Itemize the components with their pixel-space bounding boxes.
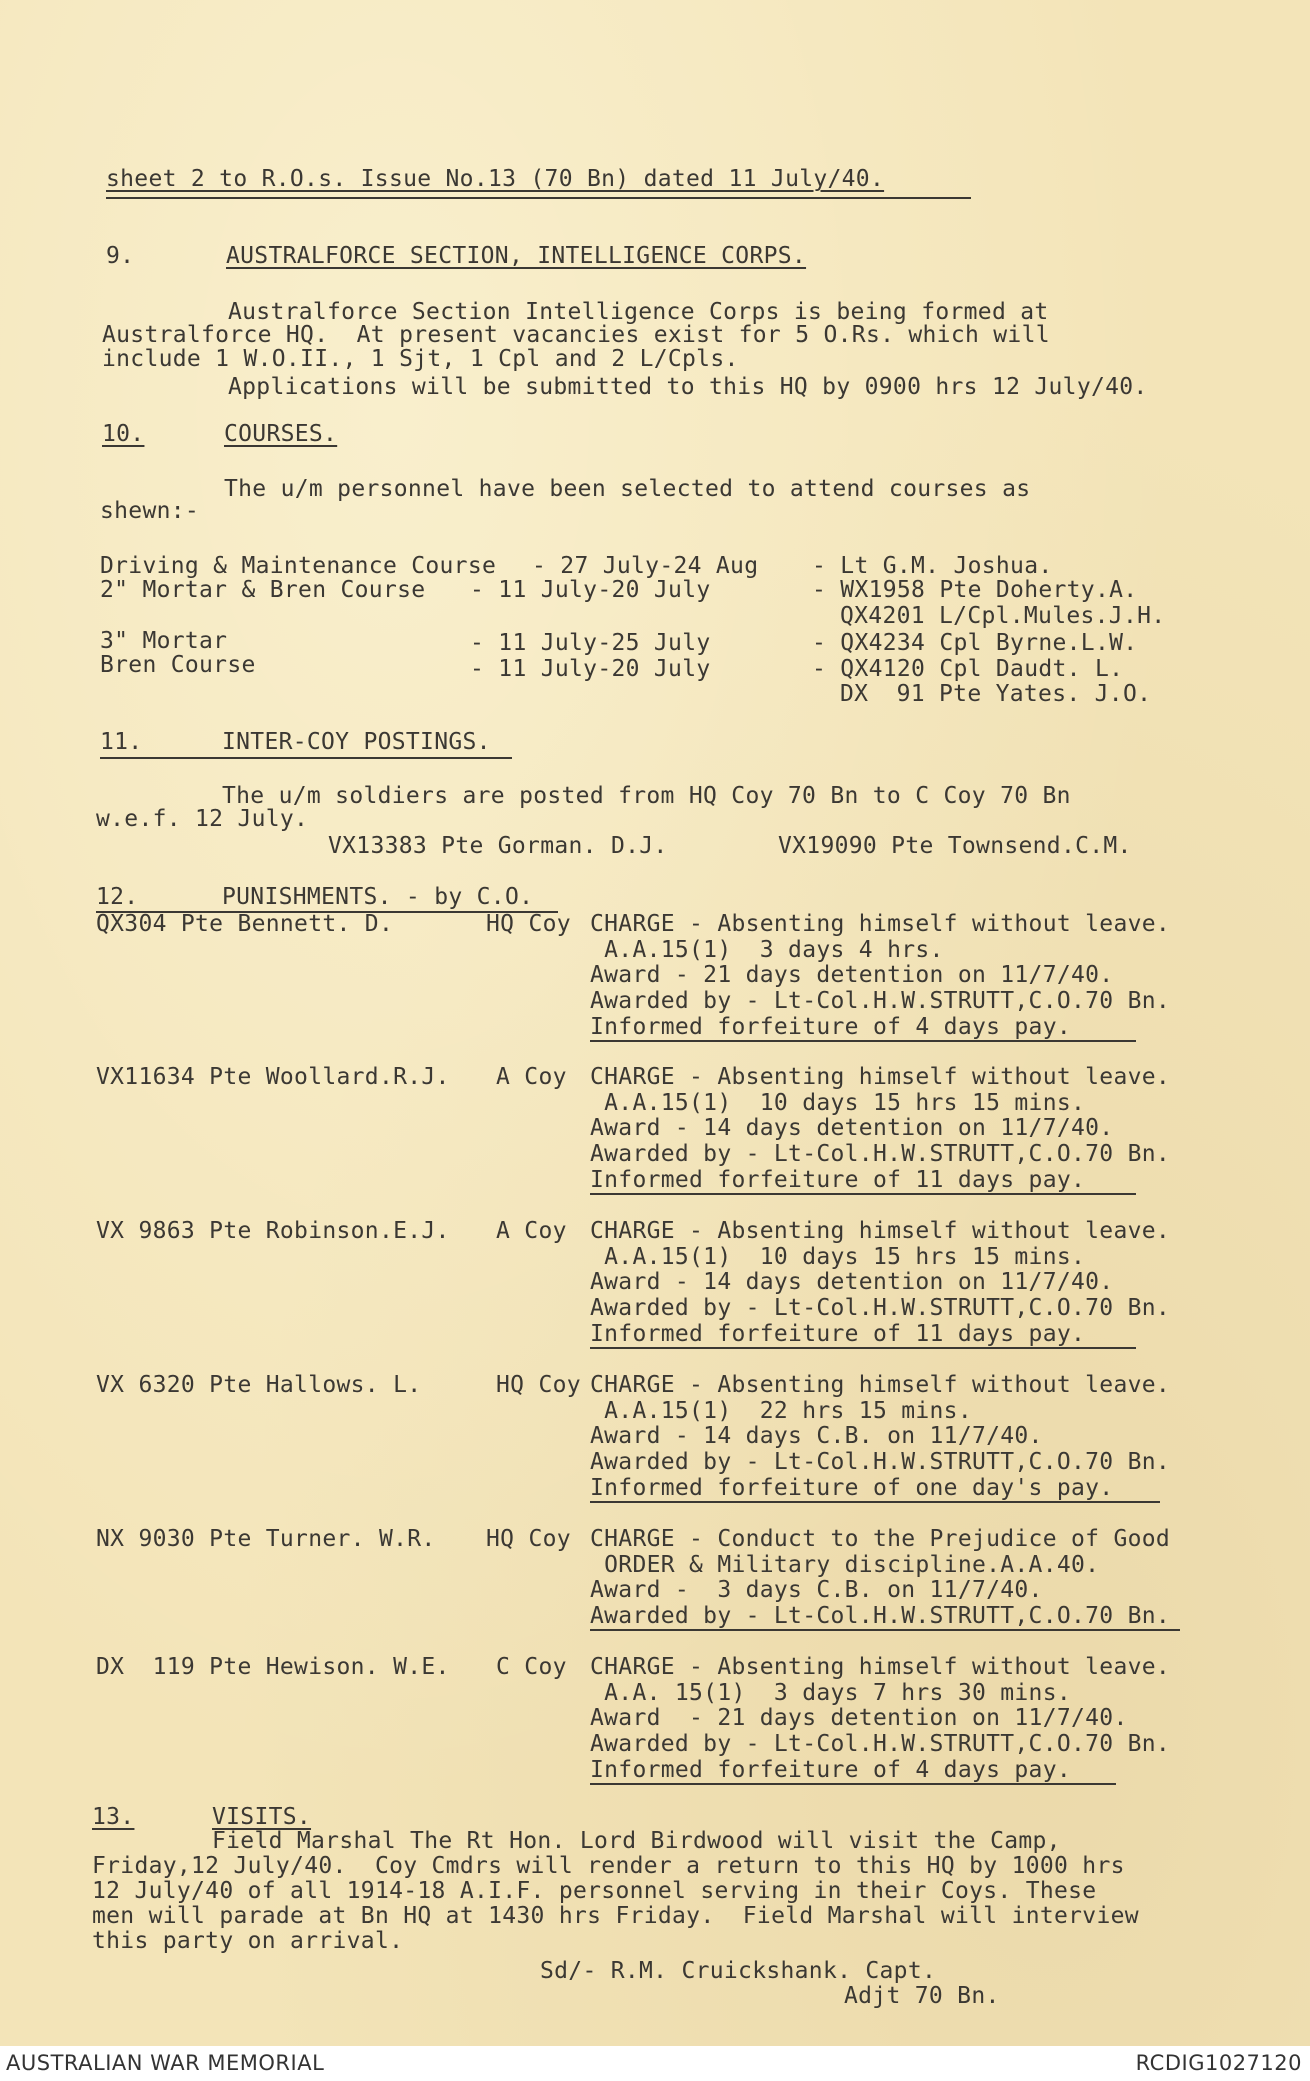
section-13-line-3: 12 July/40 of all 1914-18 A.I.F. personnel serving in their Coys. These — [92, 1878, 1097, 1904]
course-1-person-1: - Lt G.M. Joshua. — [812, 553, 1053, 579]
archive-id: RCDIG1027120 — [1135, 2051, 1302, 2075]
section-13-number: 13. — [92, 1804, 135, 1830]
punishment-6-line-5: Informed forfeiture of 4 days pay. — [590, 1757, 1072, 1783]
course-2-person-1: - WX1958 Pte Doherty.A. — [812, 577, 1138, 603]
punishment-4-soldier: VX 6320 Pte Hallows. L. — [96, 1372, 422, 1398]
punishment-1-rule — [590, 1040, 1136, 1042]
course-2-name: 2" Mortar & Bren Course — [100, 577, 426, 603]
punishment-2-line-5: Informed forfeiture of 11 days pay. — [590, 1167, 1086, 1193]
punishment-2-rule — [590, 1193, 1136, 1195]
punishment-4-line-5: Informed forfeiture of one day's pay. — [590, 1475, 1114, 1501]
punishment-4-line-4: Awarded by - Lt-Col.H.W.STRUTT,C.O.70 Bn. — [590, 1449, 1171, 1475]
punishment-4-line-1: CHARGE - Absenting himself without leave. — [590, 1372, 1171, 1398]
punishment-5-coy: HQ Coy — [486, 1526, 571, 1552]
punishment-1-soldier: QX304 Pte Bennett. D. — [96, 911, 394, 937]
section-13-line-5: this party on arrival. — [92, 1928, 404, 1954]
section-13-line-4: men will parade at Bn HQ at 1430 hrs Friday. Field Marshal will interview — [92, 1903, 1139, 1929]
punishment-6-soldier: DX 119 Pte Hewison. W.E. — [96, 1654, 450, 1680]
punishment-1-coy: HQ Coy — [486, 911, 571, 937]
section-9-line-3: include 1 W.O.II., 1 Sjt, 1 Cpl and 2 L/Cpls. — [102, 346, 739, 372]
punishment-4-line-3: Award - 14 days C.B. on 11/7/40. — [590, 1423, 1043, 1449]
course-1-dates: - 27 July-24 Aug — [532, 553, 759, 579]
punishment-2-soldier: VX11634 Pte Woollard.R.J. — [96, 1064, 450, 1090]
section-11-title: INTER-COY POSTINGS. — [222, 729, 491, 755]
punishment-6-line-4: Awarded by - Lt-Col.H.W.STRUTT,C.O.70 Bn. — [590, 1731, 1171, 1757]
punishment-2-line-4: Awarded by - Lt-Col.H.W.STRUTT,C.O.70 Bn. — [590, 1141, 1171, 1167]
archive-footer — [0, 2046, 1310, 2081]
posted-soldier-1: VX13383 Pte Gorman. D.J. — [328, 833, 668, 859]
section-13-line-1: Field Marshal The Rt Hon. Lord Birdwood will visit the Camp, — [212, 1828, 1061, 1854]
signature-line-2: Adjt 70 Bn. — [844, 1983, 1000, 2009]
punishment-2-line-2: A.A.15(1) 10 days 15 hrs 15 mins. — [590, 1090, 1086, 1116]
course-1-name: Driving & Maintenance Course — [100, 553, 497, 579]
punishment-3-soldier: VX 9863 Pte Robinson.E.J. — [96, 1218, 450, 1244]
section-9-title: AUSTRALFORCE SECTION, INTELLIGENCE CORPS. — [226, 243, 807, 269]
course-4-person-2: DX 91 Pte Yates. J.O. — [840, 681, 1152, 707]
punishment-3-coy: A Coy — [496, 1218, 567, 1244]
punishment-3-line-5: Informed forfeiture of 11 days pay. — [590, 1321, 1086, 1347]
course-3-person-1: - QX4234 Cpl Byrne.L.W. — [812, 630, 1138, 656]
section-11-line-2: w.e.f. 12 July. — [96, 806, 309, 832]
archive-name: AUSTRALIAN WAR MEMORIAL — [6, 2051, 325, 2075]
punishment-3-line-1: CHARGE - Absenting himself without leave. — [590, 1218, 1171, 1244]
punishment-4-rule — [590, 1501, 1160, 1503]
section-12-number: 12. — [96, 884, 139, 910]
punishment-6-rule — [590, 1783, 1116, 1785]
section-11-line-1: The u/m soldiers are posted from HQ Coy 70 Bn to C Coy 70 Bn — [222, 783, 1071, 809]
punishment-2-line-3: Award - 14 days detention on 11/7/40. — [590, 1115, 1114, 1141]
signature-line-1: Sd/- R.M. Cruickshank. Capt. — [540, 1958, 937, 1984]
punishment-1-line-1: CHARGE - Absenting himself without leave. — [590, 911, 1171, 937]
punishment-2-coy: A Coy — [496, 1064, 567, 1090]
sheet-header: sheet 2 to R.O.s. Issue No.13 (70 Bn) dated 11 July/40. — [106, 166, 885, 192]
section-9-number: 9. — [106, 243, 135, 269]
course-3-dates: - 11 July-25 July — [470, 630, 711, 656]
punishment-6-line-2: A.A. 15(1) 3 days 7 hrs 30 mins. — [590, 1680, 1072, 1706]
punishment-6-line-1: CHARGE - Absenting himself without leave. — [590, 1654, 1171, 1680]
punishment-5-soldier: NX 9030 Pte Turner. W.R. — [96, 1526, 436, 1552]
punishment-5-line-3: Award - 3 days C.B. on 11/7/40. — [590, 1577, 1043, 1603]
punishment-1-line-3: Award - 21 days detention on 11/7/40. — [590, 962, 1114, 988]
punishment-1-line-4: Awarded by - Lt-Col.H.W.STRUTT,C.O.70 Bn. — [590, 988, 1171, 1014]
section-11-rule — [100, 757, 512, 759]
section-12-title: PUNISHMENTS. - by C.O. — [222, 884, 534, 910]
header-rule — [106, 197, 971, 199]
section-10-title: COURSES. — [224, 421, 338, 447]
punishment-1-line-5: Informed forfeiture of 4 days pay. — [590, 1014, 1072, 1040]
section-9-line-4: Applications will be submitted to this HQ by 0900 hrs 12 July/40. — [228, 374, 1148, 400]
section-9-line-1: Australforce Section Intelligence Corps is being formed at — [228, 299, 1049, 325]
punishment-3-line-4: Awarded by - Lt-Col.H.W.STRUTT,C.O.70 Bn. — [590, 1295, 1171, 1321]
punishment-5-line-4: Awarded by - Lt-Col.H.W.STRUTT,C.O.70 Bn. — [590, 1603, 1171, 1629]
course-4-dates: - 11 July-20 July — [470, 656, 711, 682]
section-11-number: 11. — [100, 729, 143, 755]
course-2-dates: - 11 July-20 July — [470, 577, 711, 603]
posted-soldier-2: VX19090 Pte Townsend.C.M. — [778, 833, 1132, 859]
section-10-intro-2: shewn:- — [100, 498, 200, 524]
punishment-5-line-1: CHARGE - Conduct to the Prejudice of Good — [590, 1526, 1171, 1552]
punishment-6-line-3: Award - 21 days detention on 11/7/40. — [590, 1705, 1128, 1731]
punishment-3-rule — [590, 1347, 1136, 1349]
punishment-3-line-3: Award - 14 days detention on 11/7/40. — [590, 1269, 1114, 1295]
section-10-intro-1: The u/m personnel have been selected to attend courses as — [224, 476, 1031, 502]
punishment-4-coy: HQ Coy — [496, 1372, 581, 1398]
section-9-line-2: Australforce HQ. At present vacancies exist for 5 O.Rs. which will — [102, 322, 1050, 348]
punishment-5-line-2: ORDER & Military discipline.A.A.40. — [590, 1552, 1100, 1578]
punishment-6-coy: C Coy — [496, 1654, 567, 1680]
course-4-person-1: - QX4120 Cpl Daudt. L. — [812, 656, 1124, 682]
course-4-name: Bren Course — [100, 652, 256, 678]
section-13-line-2: Friday,12 July/40. Coy Cmdrs will render a return to this HQ by 1000 hrs — [92, 1853, 1125, 1879]
punishment-5-rule — [590, 1629, 1180, 1631]
punishment-1-line-2: A.A.15(1) 3 days 4 hrs. — [590, 937, 944, 963]
punishment-2-line-1: CHARGE - Absenting himself without leave. — [590, 1064, 1171, 1090]
course-3-name: 3" Mortar — [100, 628, 228, 654]
punishment-4-line-2: A.A.15(1) 22 hrs 15 mins. — [590, 1398, 972, 1424]
punishment-3-line-2: A.A.15(1) 10 days 15 hrs 15 mins. — [590, 1244, 1086, 1270]
section-10-number: 10. — [102, 421, 145, 447]
section-13-title: VISITS. — [212, 1804, 312, 1830]
course-2-person-2: QX4201 L/Cpl.Mules.J.H. — [840, 603, 1166, 629]
